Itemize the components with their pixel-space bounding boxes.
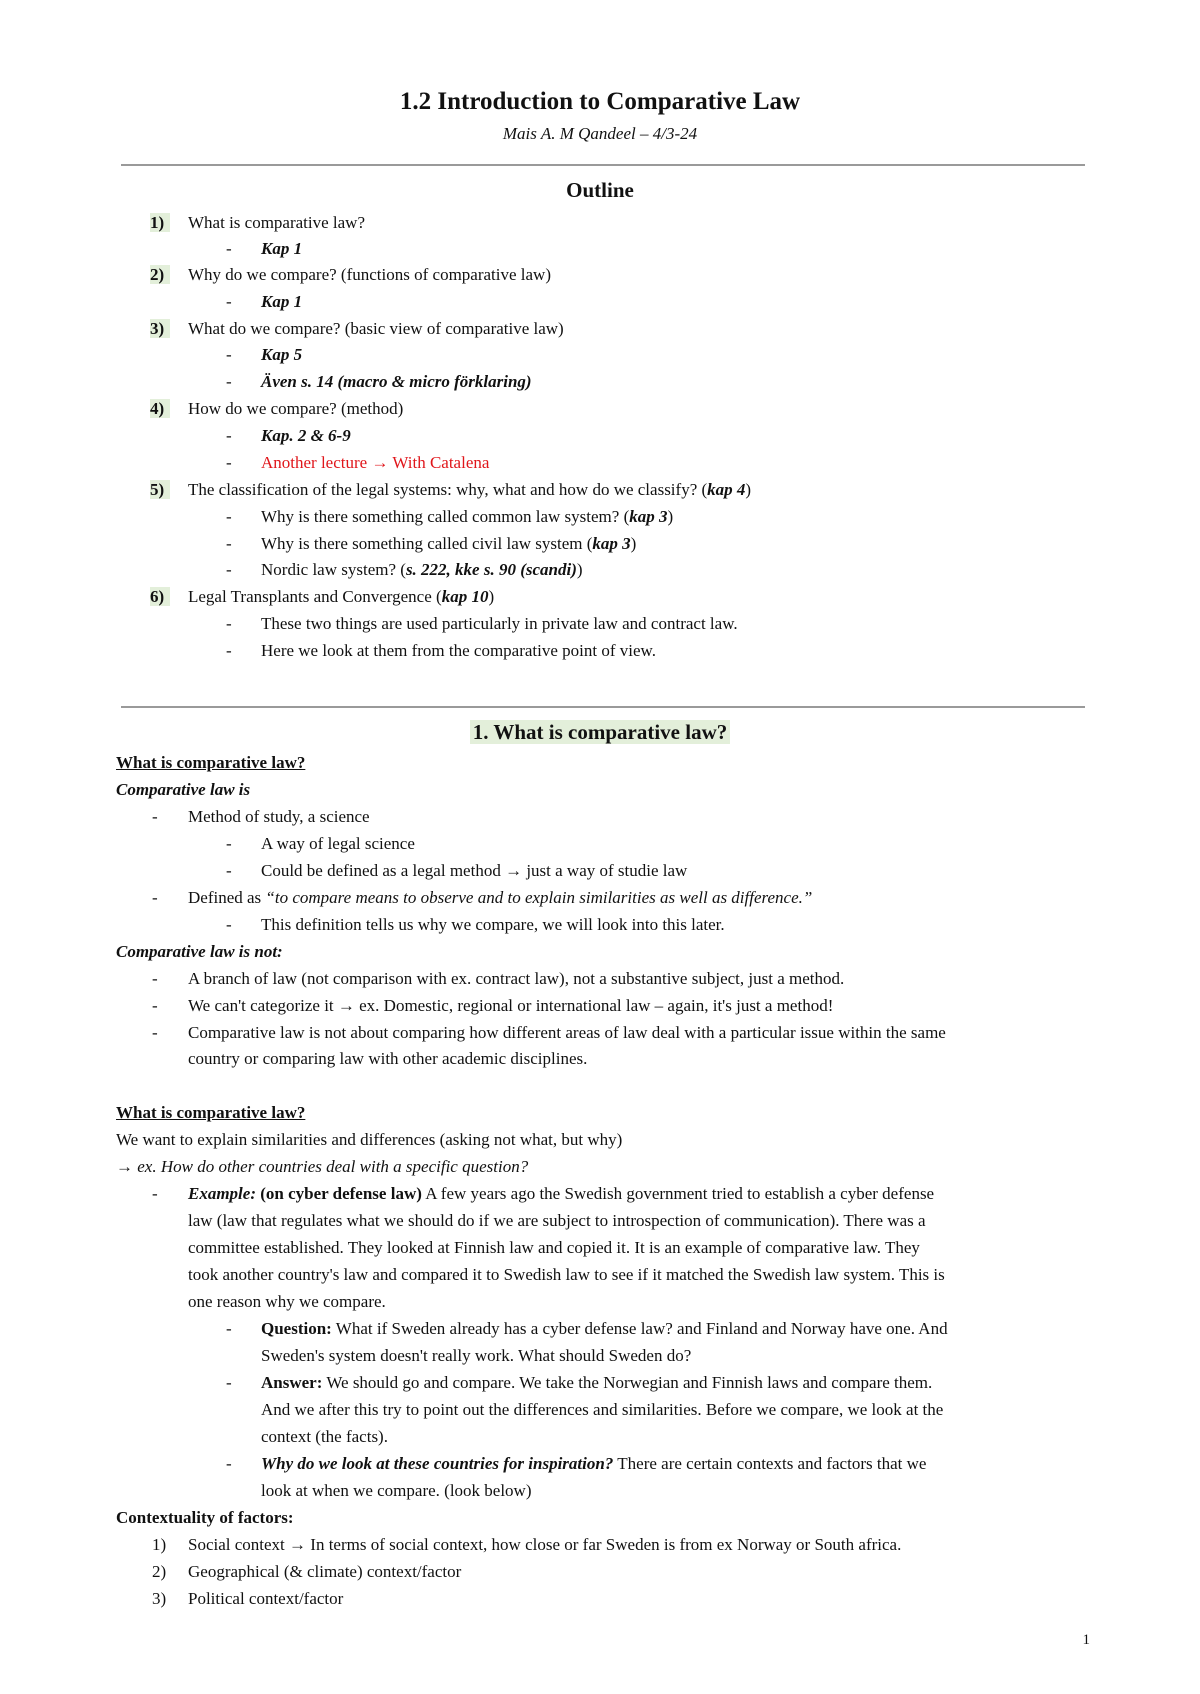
paragraph: → ex. How do other countries deal with a specific question? — [116, 1157, 529, 1176]
label: Comparative law is not: — [116, 942, 283, 961]
label: Contextuality of factors: — [116, 1508, 294, 1527]
section-heading: 1. What is comparative law? — [0, 720, 1200, 745]
document-title: 1.2 Introduction to Comparative Law — [399, 88, 801, 115]
paragraph: We want to explain similarities and differences (asking not what, but why) — [116, 1130, 623, 1149]
subheading: What is comparative law? — [116, 753, 306, 772]
document-page: 1.2 Introduction to Comparative Law Mais A. M Qandeel – 4/3-24 Outline 1) What is comparative law? - Kap 1 2) Why do we compare? (functions of comparative law) - Kap 1 3) What do we compare? (basic view of comparative law) - Kap 5 - Även s. 14 (macro & micro förklaring) 4) How do we compare? (method) - Kap. 2 & 6-9 - Another lecture → With Catalena 5) The classification of the legal systems: why, what and how do we classify? (kap 4) - Why is there something called common law system? (kap 3) - Why is there something called civil law system (kap 3) - Nordic law system? (s. 222, kke s. 90 (scandi)) 6) Legal Transplants and Convergence (kap 10) - These two things are used particularly in private law and contract law. - Here we look at them from the comparative point of view. 1. What is comparative law? What is comparative law? Comparative law is - Method of study, a science - A way of legal science - Could be defined as a legal method → just a way of studie law - Defined as “to compare means to observe and to explain similarities as well as difference.” - This definition tells us why we compare, we will look into this later. Comparative law is not: - A branch of law (not comparison with ex. contract law), not a substantive subject, just a method. - We can't categorize it → ex. Domestic, regional or international law – again, it's just a method! - Comparative law is not about comparing how different areas of law deal with a particular issue within the same country or comparing law with other academic disciplines. What is comparative law? We want to explain similarities and differences (asking not what, but why) → ex. How do other countries deal with a specific question? - Example: (on cyber defense law) A few years ago the Swedish government tried to establish a cyber defense law (law that regulates what we should do if we are subject to introspection of communication). There was a committee established. They looked at Finnish law and copied it. It is an example of comparative law. They took another country's law and compared it to Swedish law to see if it matched the Swedish law system. This is one reason why we compare. - Question: What if Sweden already has a cyber defense law? and Finland and Norway have one. And Sweden's system doesn't really work. What should Sweden do? - Answer: We should go and compare. We take the Norwegian and Finnish laws and compare them. And we after this try to point out the differences and similarities. Before we compare, we look at the context (the facts). - Why do we look at these countries for inspiration? There are certain contexts and factors that we look at when we compare. (look below) Contextuality of factors: 1) Social context → In terms of social context, how close or far Sweden is from ex Norway or South africa. 2) Geographical (& climate) context/factor 3) Political context/factor 1 — [0, 0, 1200, 1694]
page-number: 1 — [1082, 1632, 1090, 1648]
divider — [121, 164, 1085, 166]
outline-heading: Outline — [566, 178, 634, 202]
document-author: Mais A. M Qandeel – 4/3-24 — [502, 124, 698, 143]
label: Comparative law is — [116, 780, 251, 799]
divider — [121, 706, 1085, 708]
subheading: What is comparative law? — [116, 1103, 306, 1122]
